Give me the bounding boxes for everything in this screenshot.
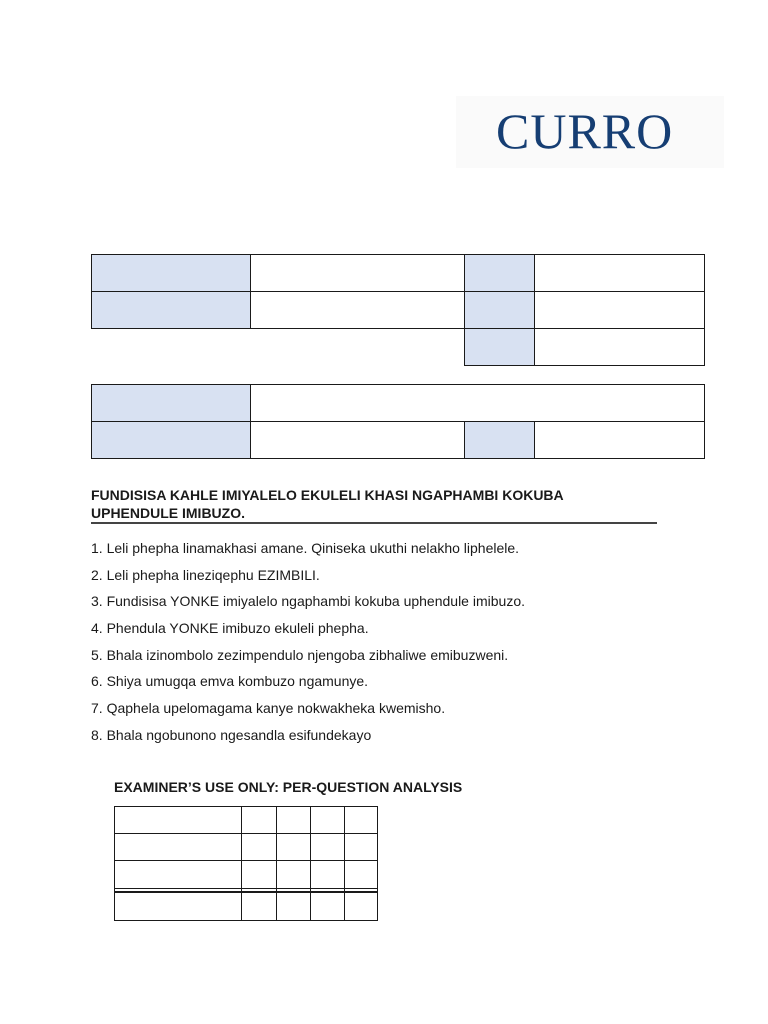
table-hline: [114, 860, 378, 861]
examiner-analysis-table: [114, 806, 378, 921]
label-cell-3: [91, 291, 251, 329]
instruction-item: 1. Leli phepha linamakhasi amane. Qiniseka ukuthi nelakho liphelele.: [91, 540, 520, 556]
input-cell-3[interactable]: [250, 291, 465, 329]
examiner-title: EXAMINER’S USE ONLY: PER-QUESTION ANALYSIS: [114, 779, 463, 795]
label-cell-5: [464, 328, 535, 366]
table-vline: [114, 806, 115, 921]
input-cell-1[interactable]: [250, 254, 465, 292]
table-hline: [114, 891, 378, 893]
label-cell-6: [91, 384, 251, 422]
input-cell-4[interactable]: [534, 291, 705, 329]
input-cell-6[interactable]: [250, 384, 705, 422]
input-cell-7[interactable]: [250, 421, 465, 459]
instruction-item: 3. Fundisisa YONKE imiyalelo ngaphambi kokuba uphendule imibuzo.: [91, 593, 525, 610]
label-cell-2: [464, 254, 535, 292]
instructions-list: [91, 538, 525, 752]
table-vline: [377, 806, 378, 921]
label-cell-7: [91, 421, 251, 459]
instruction-item: 2. Leli phepha lineziqephu EZIMBILI.: [91, 566, 320, 583]
instruction-item: 7. Qaphela upelomagama kanye nokwakheka kwemisho.: [91, 700, 446, 717]
instruction-item: 4. Phendula YONKE imibuzo ekuleli phepha.: [91, 620, 369, 637]
curro-logo: CURRO: [496, 103, 674, 159]
label-cell-1: [91, 254, 251, 292]
instruction-item: 6. Shiya umugqa emva kombuzo ngamunye.: [91, 673, 369, 690]
input-cell-8[interactable]: [534, 421, 705, 459]
table-vline: [241, 806, 242, 921]
label-cell-4: [464, 291, 535, 329]
input-cell-5[interactable]: [534, 328, 705, 366]
heading-divider: [91, 522, 657, 524]
table-hline: [114, 888, 378, 889]
input-cell-2[interactable]: [534, 254, 705, 292]
instruction-item: 5. Bhala izinombolo zezimpendulo njengoba zibhaliwe emibuzweni.: [91, 646, 509, 663]
instructions-heading: FUNDISISA KAHLE IMIYALELO EKULELI KHASI NGAPHAMBI KOKUBA UPHENDULE IMIBUZO.: [91, 487, 564, 521]
table-vline: [310, 806, 311, 921]
table-hline: [114, 920, 378, 921]
logo-area: [456, 96, 724, 168]
instruction-item: 8. Bhala ngobunono ngesandla esifundekayo: [91, 726, 372, 743]
table-hline: [114, 833, 378, 834]
table-vline: [276, 806, 277, 921]
table-hline: [114, 806, 378, 807]
label-cell-8: [464, 421, 535, 459]
table-vline: [344, 806, 345, 921]
